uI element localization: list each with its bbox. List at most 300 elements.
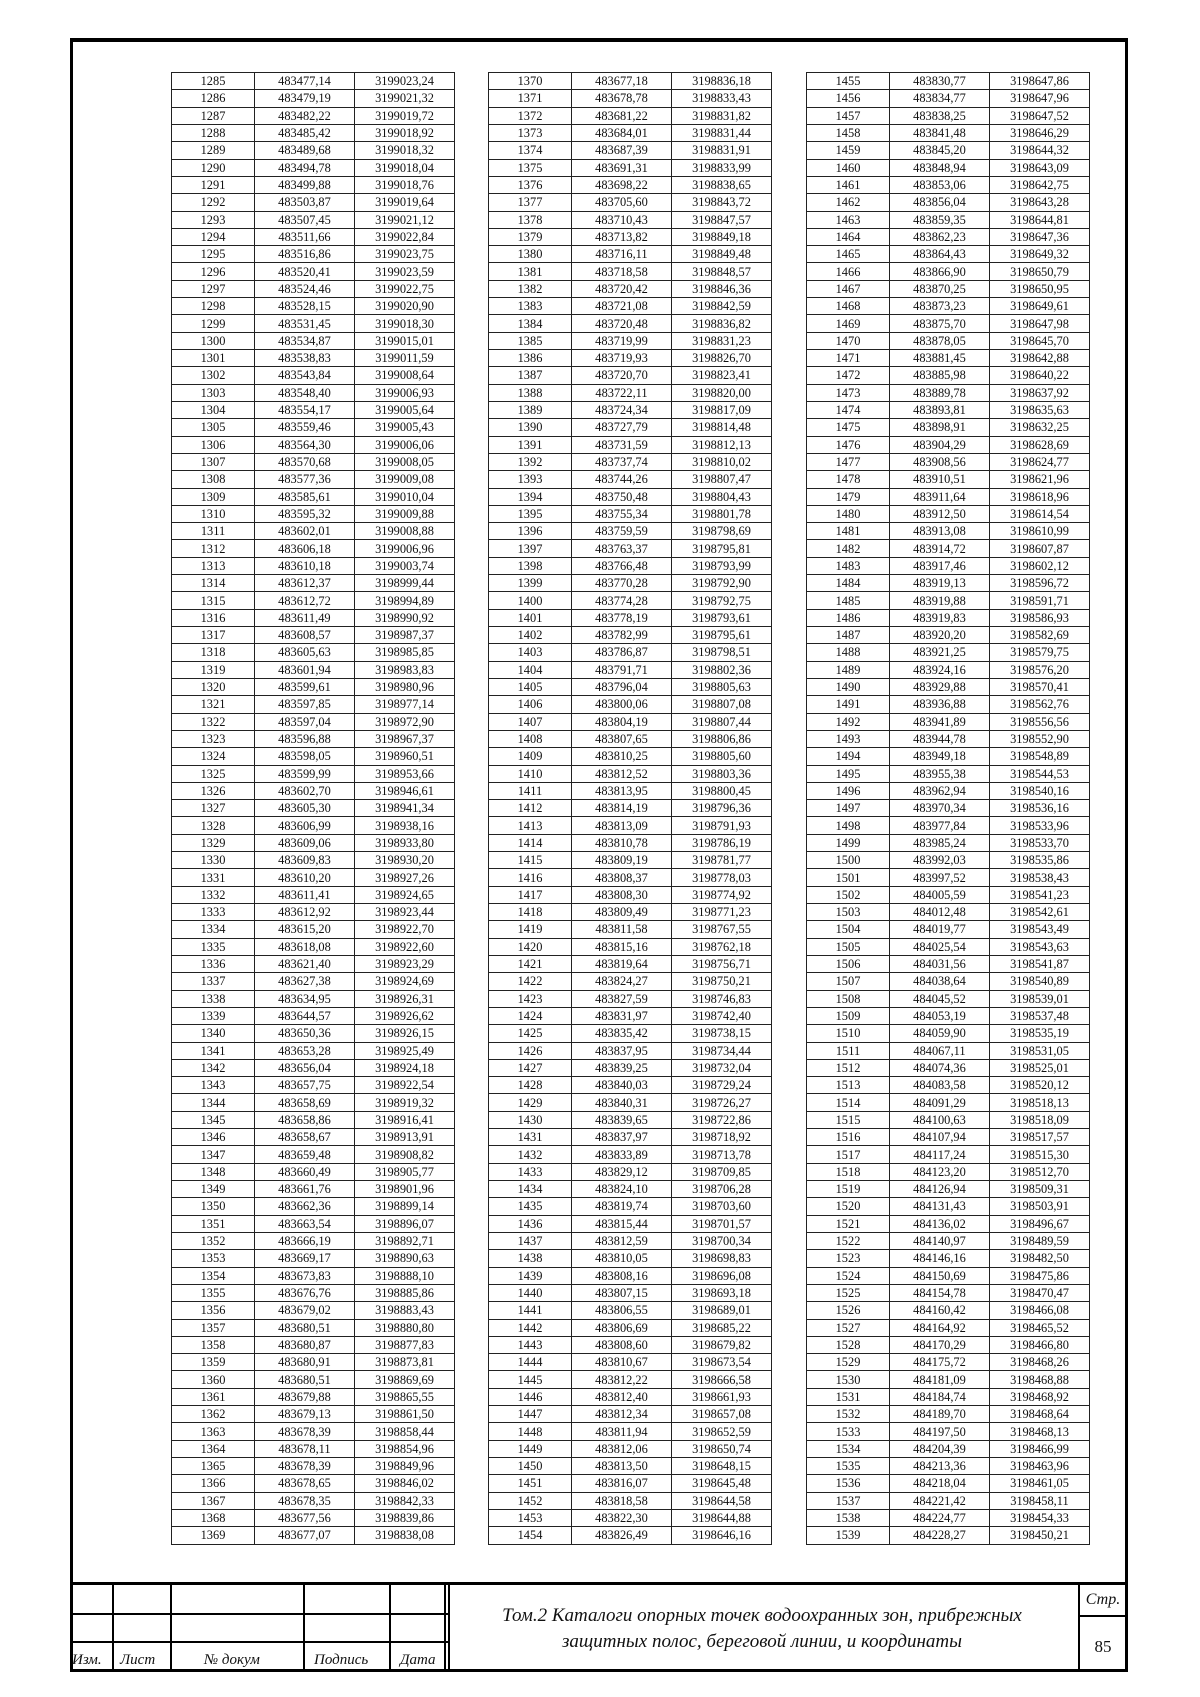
coord-y: 3199019,64 [355,194,455,211]
coord-y: 3198533,96 [990,817,1090,834]
coord-x: 483818,58 [572,1492,672,1509]
table-row [489,401,772,418]
coord-x: 483829,12 [572,1163,672,1180]
point-number: 1296 [172,263,255,280]
table-row [807,1094,1090,1111]
point-number: 1378 [489,211,572,228]
coord-x: 483910,51 [890,471,990,488]
coord-x: 483875,70 [890,315,990,332]
point-number: 1434 [489,1181,572,1198]
point-number: 1293 [172,211,255,228]
coord-x: 484031,56 [890,955,990,972]
coord-x: 483807,65 [572,730,672,747]
point-number: 1469 [807,315,890,332]
coord-x: 483985,24 [890,834,990,851]
table-row [807,1198,1090,1215]
coord-y: 3198924,65 [355,886,455,903]
coord-y: 3198926,62 [355,1007,455,1024]
point-number: 1491 [807,696,890,713]
table-row [489,678,772,695]
coord-x: 483720,42 [572,280,672,297]
coord-x: 483822,30 [572,1509,672,1526]
table-row [489,990,772,1007]
point-number: 1325 [172,765,255,782]
coord-x: 483920,20 [890,627,990,644]
coord-y: 3198848,57 [672,263,772,280]
table-row [807,384,1090,401]
table-row [172,1406,455,1423]
point-number: 1452 [489,1492,572,1509]
table-row [807,142,1090,159]
point-number: 1373 [489,124,572,141]
coord-x: 483824,27 [572,973,672,990]
table-row [172,540,455,557]
point-number: 1412 [489,800,572,817]
point-number: 1334 [172,921,255,938]
coord-y: 3198888,10 [355,1267,455,1284]
coord-y: 3199018,32 [355,142,455,159]
coord-x: 483744,26 [572,471,672,488]
coord-y: 3198552,90 [990,730,1090,747]
coord-y: 3198750,21 [672,973,772,990]
point-number: 1309 [172,488,255,505]
point-number: 1483 [807,557,890,574]
point-number: 1402 [489,627,572,644]
coord-x: 483912,50 [890,505,990,522]
point-number: 1474 [807,401,890,418]
table-row [172,1302,455,1319]
coord-x: 483848,94 [890,159,990,176]
coord-x: 483719,99 [572,332,672,349]
coord-x: 484045,52 [890,990,990,1007]
table-row [807,938,1090,955]
point-number: 1436 [489,1215,572,1232]
coord-y: 3198801,78 [672,505,772,522]
coord-x: 483826,49 [572,1527,672,1544]
coord-y: 3199022,75 [355,280,455,297]
point-number: 1406 [489,696,572,713]
coord-x: 483812,59 [572,1232,672,1249]
point-number: 1422 [489,973,572,990]
coord-y: 3199019,72 [355,107,455,124]
coord-y: 3198923,29 [355,955,455,972]
coord-x: 483678,39 [255,1458,355,1475]
point-number: 1505 [807,938,890,955]
table-row [172,696,455,713]
coord-y: 3198807,47 [672,471,772,488]
point-number: 1472 [807,367,890,384]
coord-y: 3198624,77 [990,453,1090,470]
table-row [489,1146,772,1163]
coord-x: 483499,88 [255,176,355,193]
coord-y: 3198535,86 [990,852,1090,869]
table-row [489,1492,772,1509]
coord-y: 3199023,59 [355,263,455,280]
table-row [489,315,772,332]
point-number: 1503 [807,904,890,921]
coord-x: 483720,48 [572,315,672,332]
point-number: 1285 [172,73,255,90]
point-number: 1338 [172,990,255,1007]
coord-y: 3198802,36 [672,661,772,678]
coord-y: 3198556,56 [990,713,1090,730]
coord-x: 483482,22 [255,107,355,124]
table-row [489,263,772,280]
point-number: 1286 [172,90,255,107]
coord-x: 483812,52 [572,765,672,782]
point-number: 1441 [489,1302,572,1319]
coord-x: 483705,60 [572,194,672,211]
coord-x: 483804,19 [572,713,672,730]
table-row [489,627,772,644]
point-number: 1489 [807,661,890,678]
coord-x: 483524,46 [255,280,355,297]
point-number: 1501 [807,869,890,886]
coord-y: 3198854,96 [355,1440,455,1457]
coord-y: 3198466,80 [990,1336,1090,1353]
coord-x: 483808,60 [572,1336,672,1353]
table-row [807,1181,1090,1198]
table-row [807,1163,1090,1180]
table-row [172,678,455,695]
table-row [489,1284,772,1301]
coord-y: 3198999,44 [355,575,455,592]
table-row [172,575,455,592]
point-number: 1377 [489,194,572,211]
coord-y: 3198538,43 [990,869,1090,886]
table-row [807,1007,1090,1024]
coord-y: 3198602,12 [990,557,1090,574]
coord-x: 483955,38 [890,765,990,782]
point-number: 1499 [807,834,890,851]
point-number: 1497 [807,800,890,817]
table-row [807,713,1090,730]
table-row [172,211,455,228]
table-row [807,194,1090,211]
point-number: 1492 [807,713,890,730]
coord-y: 3198919,32 [355,1094,455,1111]
coord-x: 483810,25 [572,748,672,765]
coord-y: 3199006,96 [355,540,455,557]
point-number: 1290 [172,159,255,176]
coord-x: 483862,23 [890,228,990,245]
table-row [807,782,1090,799]
point-number: 1435 [489,1198,572,1215]
point-number: 1470 [807,332,890,349]
coord-x: 484053,19 [890,1007,990,1024]
coord-x: 483885,98 [890,367,990,384]
coord-y: 3198877,83 [355,1336,455,1353]
coord-x: 483812,34 [572,1406,672,1423]
coord-y: 3198913,91 [355,1129,455,1146]
table-row [172,436,455,453]
table-row [807,730,1090,747]
coord-x: 484136,02 [890,1215,990,1232]
point-number: 1318 [172,644,255,661]
point-number: 1385 [489,332,572,349]
coord-y: 3198543,63 [990,938,1090,955]
coord-x: 484083,58 [890,1077,990,1094]
coord-y: 3198831,44 [672,124,772,141]
coord-y: 3198926,15 [355,1025,455,1042]
point-number: 1500 [807,852,890,869]
table-row [172,1232,455,1249]
coord-x: 484019,77 [890,921,990,938]
coord-x: 483845,20 [890,142,990,159]
coord-y: 3198647,96 [990,90,1090,107]
coord-x: 483598,05 [255,748,355,765]
coord-x: 483601,94 [255,661,355,678]
table-row [489,765,772,782]
coord-y: 3198807,44 [672,713,772,730]
point-number: 1396 [489,523,572,540]
point-number: 1482 [807,540,890,557]
coord-y: 3198786,19 [672,834,772,851]
coord-x: 483837,97 [572,1129,672,1146]
coord-y: 3198916,41 [355,1111,455,1128]
table-row [172,990,455,1007]
table-row [807,1284,1090,1301]
coord-y: 3198807,08 [672,696,772,713]
point-number: 1525 [807,1284,890,1301]
coord-x: 484175,72 [890,1354,990,1371]
coord-y: 3198925,49 [355,1042,455,1059]
point-number: 1538 [807,1509,890,1526]
coord-x: 483489,68 [255,142,355,159]
coord-x: 483610,18 [255,557,355,574]
table-row [807,1371,1090,1388]
coord-x: 483503,87 [255,194,355,211]
coord-x: 484146,16 [890,1250,990,1267]
table-row [172,1198,455,1215]
coord-x: 483658,86 [255,1111,355,1128]
table-row [489,384,772,401]
coord-x: 483658,69 [255,1094,355,1111]
point-number: 1348 [172,1163,255,1180]
coord-y: 3198793,99 [672,557,772,574]
coord-y: 3198475,86 [990,1267,1090,1284]
point-number: 1417 [489,886,572,903]
coord-x: 483809,49 [572,904,672,921]
point-number: 1455 [807,73,890,90]
coord-x: 483813,50 [572,1458,672,1475]
coord-x: 483559,46 [255,419,355,436]
point-number: 1432 [489,1146,572,1163]
coord-y: 3198930,20 [355,852,455,869]
coord-y: 3198512,70 [990,1163,1090,1180]
coord-x: 483713,82 [572,228,672,245]
coord-y: 3198849,48 [672,246,772,263]
table-row [489,540,772,557]
coord-y: 3198823,41 [672,367,772,384]
coord-x: 483841,48 [890,124,990,141]
coord-y: 3198468,88 [990,1371,1090,1388]
coord-x: 484107,94 [890,1129,990,1146]
point-number: 1300 [172,332,255,349]
table-row [489,453,772,470]
table-row [172,852,455,869]
coord-y: 3198873,81 [355,1354,455,1371]
point-number: 1321 [172,696,255,713]
point-number: 1301 [172,350,255,367]
point-number: 1292 [172,194,255,211]
coord-x: 484160,42 [890,1302,990,1319]
table-row [489,575,772,592]
page-number: 85 [1094,1637,1112,1656]
coord-y: 3198466,99 [990,1440,1090,1457]
coord-y: 3199006,93 [355,384,455,401]
table-row [489,730,772,747]
point-number: 1442 [489,1319,572,1336]
coord-x: 484228,27 [890,1527,990,1544]
coord-y: 3198468,92 [990,1388,1090,1405]
table-row [172,1458,455,1475]
point-number: 1383 [489,298,572,315]
coord-x: 483720,70 [572,367,672,384]
coord-y: 3198542,61 [990,904,1090,921]
table-row [807,852,1090,869]
table-row [489,938,772,955]
coord-x: 483755,34 [572,505,672,522]
coord-x: 483864,43 [890,246,990,263]
coord-y: 3198536,16 [990,800,1090,817]
coord-x: 483679,02 [255,1302,355,1319]
coord-x: 483859,35 [890,211,990,228]
point-number: 1380 [489,246,572,263]
coord-y: 3198698,83 [672,1250,772,1267]
coord-x: 483511,66 [255,228,355,245]
table-row [489,1232,772,1249]
coord-y: 3198726,27 [672,1094,772,1111]
coord-x: 483520,41 [255,263,355,280]
coord-x: 483596,88 [255,730,355,747]
coord-x: 484059,90 [890,1025,990,1042]
table-row [172,1354,455,1371]
coord-x: 483809,19 [572,852,672,869]
table-row [807,107,1090,124]
table-row [807,246,1090,263]
table-row [807,1388,1090,1405]
table-row [172,107,455,124]
coord-x: 483570,68 [255,453,355,470]
table-row [807,228,1090,245]
coord-y: 3198734,44 [672,1042,772,1059]
table-row [807,696,1090,713]
coord-y: 3199008,05 [355,453,455,470]
coord-x: 483609,83 [255,852,355,869]
coord-y: 3198650,74 [672,1440,772,1457]
table-row [172,938,455,955]
table-row [172,1146,455,1163]
coord-x: 483791,71 [572,661,672,678]
coord-y: 3198774,92 [672,886,772,903]
coord-y: 3198454,33 [990,1509,1090,1526]
point-number: 1349 [172,1181,255,1198]
table-row [807,453,1090,470]
coord-y: 3198700,34 [672,1232,772,1249]
table-row [489,1094,772,1111]
coord-y: 3198610,99 [990,523,1090,540]
coord-y: 3198814,48 [672,419,772,436]
coord-y: 3198642,88 [990,350,1090,367]
table-row [172,1509,455,1526]
coord-y: 3198649,32 [990,246,1090,263]
point-number: 1316 [172,609,255,626]
coord-x: 483666,19 [255,1232,355,1249]
table-row [172,609,455,626]
point-number: 1390 [489,419,572,436]
coord-y: 3198924,18 [355,1059,455,1076]
coord-x: 483806,55 [572,1302,672,1319]
coord-y: 3198468,64 [990,1406,1090,1423]
point-number: 1451 [489,1475,572,1492]
table-row [172,1475,455,1492]
point-number: 1480 [807,505,890,522]
coord-x: 483815,44 [572,1215,672,1232]
coord-x: 483830,77 [890,73,990,90]
coord-y: 3198883,43 [355,1302,455,1319]
coord-x: 483677,07 [255,1527,355,1544]
point-number: 1414 [489,834,572,851]
coord-y: 3198946,61 [355,782,455,799]
point-number: 1475 [807,419,890,436]
point-number: 1446 [489,1388,572,1405]
coord-y: 3198817,09 [672,401,772,418]
table-row [489,176,772,193]
coord-x: 483819,64 [572,955,672,972]
coord-x: 484005,59 [890,886,990,903]
point-number: 1516 [807,1129,890,1146]
table-row [489,228,772,245]
stamp-date-label: Дата [400,1652,436,1668]
coord-y: 3199006,06 [355,436,455,453]
coord-x: 483627,38 [255,973,355,990]
point-number: 1362 [172,1406,255,1423]
coord-y: 3198922,60 [355,938,455,955]
coord-x: 483997,52 [890,869,990,886]
coord-x: 483856,04 [890,194,990,211]
point-number: 1502 [807,886,890,903]
coord-y: 3198539,01 [990,990,1090,1007]
coord-y: 3198938,16 [355,817,455,834]
point-number: 1473 [807,384,890,401]
coord-x: 484184,74 [890,1388,990,1405]
coord-y: 3198540,89 [990,973,1090,990]
coord-x: 483516,86 [255,246,355,263]
coord-y: 3198518,13 [990,1094,1090,1111]
table-row [172,1129,455,1146]
coord-x: 484224,77 [890,1509,990,1526]
coord-x: 484091,29 [890,1094,990,1111]
coord-x: 483618,08 [255,938,355,955]
coord-y: 3198718,92 [672,1129,772,1146]
coord-y: 3198795,61 [672,627,772,644]
point-number: 1438 [489,1250,572,1267]
coord-y: 3198643,28 [990,194,1090,211]
coord-x: 483724,34 [572,401,672,418]
coord-x: 483721,08 [572,298,672,315]
coord-y: 3198657,08 [672,1406,772,1423]
table-row [172,298,455,315]
point-number: 1382 [489,280,572,297]
point-number: 1439 [489,1267,572,1284]
table-row [172,142,455,159]
table-row [489,1406,772,1423]
point-number: 1329 [172,834,255,851]
table-row [807,1475,1090,1492]
coord-x: 484189,70 [890,1406,990,1423]
coord-y: 3198470,47 [990,1284,1090,1301]
